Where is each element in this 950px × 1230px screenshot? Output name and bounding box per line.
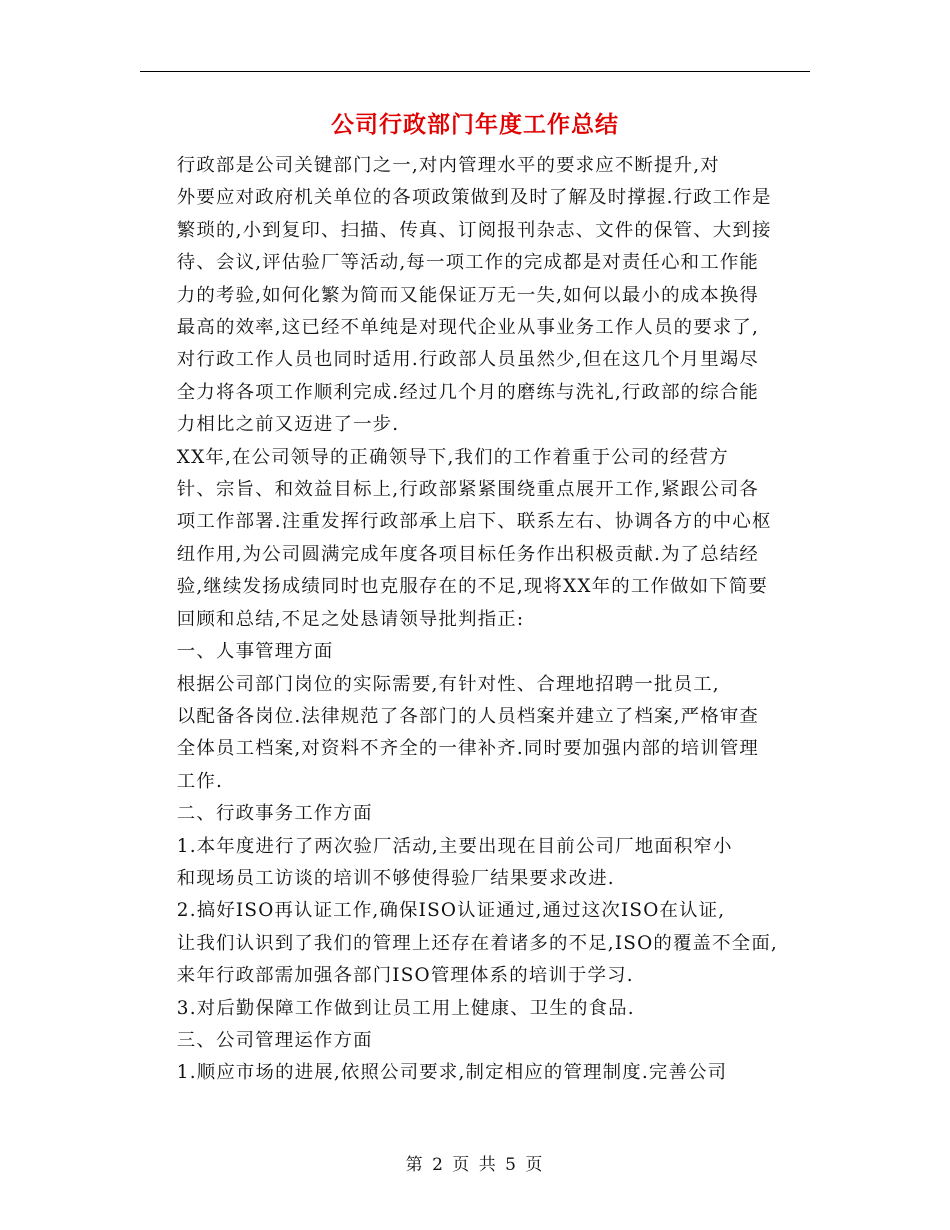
text-line: 行政部是公司关键部门之一,对内管理水平的要求应不断提升,对 — [176, 155, 720, 176]
text-line: 以配备各岗位.法律规范了各部门的人员档案并建立了档案,严格审查 — [176, 705, 760, 727]
text-line: 二、行政事务工作方面 — [176, 803, 373, 825]
text-line: 验,继续发扬成绩同时也克服存在的不足,现将XX年的工作做如下简要 — [176, 576, 769, 598]
text-line: 力的考验,如何化繁为简而又能保证万无一失,如何以最小的成本换得 — [176, 284, 760, 306]
text-line: 和现场员工访谈的培训不够使得验厂结果要求改进. — [176, 867, 615, 889]
text-line: 2.搞好ISO再认证工作,确保ISO认证通过,通过这次ISO在认证, — [176, 900, 726, 922]
text-line: 一、人事管理方面 — [176, 641, 334, 663]
text-line: 纽作用,为公司圆满完成年度各项目标任务作出积极贡献.为了总结经 — [176, 543, 760, 565]
paragraph — [140, 150, 810, 442]
text-line: 针、宗旨、和效益目标上,行政部紧紧围绕重点展开工作,紧跟公司各 — [176, 479, 760, 501]
header-rule — [140, 71, 810, 72]
document-body — [140, 150, 810, 1090]
text-line: 工作. — [176, 770, 224, 792]
text-line: 根据公司部门岗位的实际需要,有针对性、合理地招聘一批员工, — [176, 673, 720, 695]
text-line: 外要应对政府机关单位的各项政策做到及时了解及时撑握.行政工作是 — [176, 187, 772, 209]
text-line: 力相比之前又迈进了一步. — [176, 414, 400, 436]
text-line: 回顾和总结,不足之处恳请领导批判指正: — [176, 608, 525, 630]
paragraph — [140, 442, 810, 636]
text-line: 全体员工档案,对资料不齐全的一律补齐.同时要加强内部的培训管理 — [176, 738, 760, 760]
paragraph — [140, 895, 810, 992]
text-line: 1.本年度进行了两次验厂活动,主要出现在目前公司厂地面积窄小 — [176, 835, 733, 857]
text-line: 全力将各项工作顺利完成.经过几个月的磨练与洗礼,行政部的综合能 — [176, 381, 760, 403]
page-footer: 第 2 页 共 5 页 — [405, 1155, 545, 1175]
paragraph — [140, 636, 810, 668]
text-line: 最高的效率,这已经不单纯是对现代企业从事业务工作人员的要求了, — [176, 317, 760, 339]
text-line: 待、会议,评估验厂等活动,每一项工作的完成都是对责任心和工作能 — [176, 252, 760, 274]
text-line: 3.对后勤保障工作做到让员工用上健康、卫生的食品. — [176, 997, 635, 1019]
paragraph — [140, 1057, 810, 1089]
text-line: 项工作部署.注重发挥行政部承上启下、联系左右、协调各方的中心枢 — [176, 511, 772, 533]
text-line: XX年,在公司领导的正确领导下,我们的工作着重于公司的经营方 — [176, 446, 729, 468]
document-title: 公司行政部门年度工作总结 — [331, 111, 619, 138]
text-line: 繁琐的,小到复印、扫描、传真、订阅报刊杂志、文件的保管、大到接 — [176, 219, 772, 241]
paragraph — [140, 993, 810, 1025]
paragraph — [140, 1025, 810, 1057]
text-line: 让我们认识到了我们的管理上还存在着诸多的不足,ISO的覆盖不全面, — [176, 932, 778, 954]
text-line: 1.顺应市场的进展,依照公司要求,制定相应的管理制度.完善公司 — [176, 1062, 728, 1084]
paragraph — [140, 831, 810, 896]
text-line: 对行政工作人员也同时适用.行政部人员虽然少,但在这几个月里竭尽 — [176, 349, 760, 371]
text-line: 来年行政部需加强各部门ISO管理体系的培训于学习. — [176, 965, 634, 987]
paragraph — [140, 798, 810, 830]
paragraph — [140, 669, 810, 799]
text-line: 三、公司管理运作方面 — [176, 1029, 373, 1051]
